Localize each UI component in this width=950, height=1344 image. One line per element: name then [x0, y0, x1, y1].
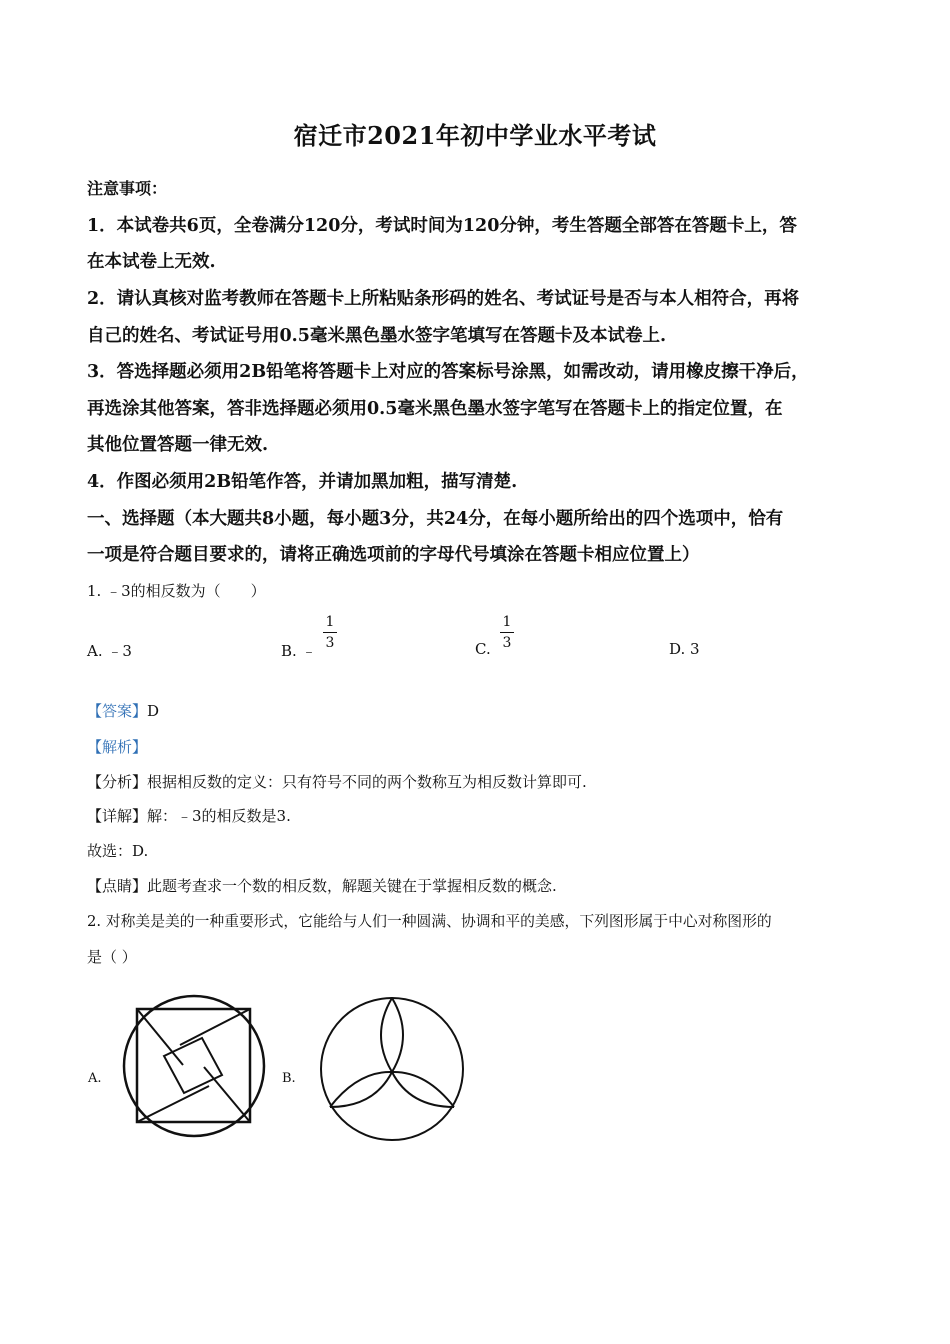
fraction-bar — [500, 632, 514, 633]
xiangjie-text: 解：﹣3的相反数是3. — [147, 807, 291, 825]
dianjing-line — [87, 875, 557, 896]
notice-line: 4．作图必须用2B铅笔作答，并请加黑加粗，描写清楚. — [87, 472, 518, 492]
dianjing-text: 此题考查求一个数的相反数，解题关键在于掌握相反数的概念. — [147, 877, 557, 895]
answer-value: D — [147, 702, 160, 720]
notice-line: 再选涂其他答案，答非选择题必须用0.5毫米黑色墨水签字笔写在答题卡上的指定位置，在 — [87, 399, 783, 419]
notice-line: 1．本试卷共6页，全卷满分120分，考试时间为120分钟，考生答题全部答在答题卡上，答 — [87, 216, 797, 236]
xiangjie-tag: 【详解】 — [87, 807, 148, 825]
q1-option-c-fraction — [500, 614, 514, 651]
q2-figure-a — [115, 993, 273, 1139]
notice-heading: 注意事项： — [87, 179, 168, 198]
question-2-stem: 2. 对称美是美的一种重要形式，它能给与人们一种圆满、协调和平的美感，下列图形属于中心对称图形的 — [87, 913, 772, 930]
fraction-bar — [323, 632, 337, 633]
fenxi-tag: 【分析】 — [87, 773, 148, 791]
section-heading: 一、选择题（本大题共8小题，每小题3分，共24分，在每小题所给出的四个选项中，恰有 — [87, 509, 784, 529]
answer-line — [87, 700, 159, 721]
xiangjie-line — [87, 805, 291, 826]
fenxi-text: 根据相反数的定义：只有符号不同的两个数称互为相反数计算即可. — [147, 773, 587, 791]
answer-tag: 【答案】 — [87, 702, 148, 720]
choose-line: 故选：D. — [87, 842, 149, 860]
section-heading: 一项是符合题目要求的，请将正确选项前的字母代号填涂在答题卡相应位置上） — [87, 545, 700, 565]
q2-figure-b — [318, 995, 466, 1143]
q1-option-d: D. 3 — [669, 640, 700, 658]
notice-line: 在本试卷上无效. — [87, 252, 216, 272]
q1-option-b-prefix: B. ﹣ — [281, 642, 317, 660]
notice-line: 自己的姓名、考试证号用0.5毫米黑色墨水签字笔填写在答题卡及本试卷上. — [87, 326, 667, 346]
notice-line: 2．请认真核对监考教师在答题卡上所粘贴条形码的姓名、考试证号是否与本人相符合，再将 — [87, 289, 800, 309]
question-2-stem-end: 是（ ） — [87, 948, 137, 966]
q1-option-b-fraction — [323, 614, 337, 651]
q2-figure-b-label: B. — [282, 1071, 296, 1086]
dianjing-tag: 【点睛】 — [87, 877, 148, 895]
q1-option-a: A. ﹣3 — [87, 642, 132, 660]
question-1-stem: 1. ﹣3的相反数为（ ） — [87, 582, 266, 600]
page-title: 宿迁市2021年初中学业水平考试 — [293, 121, 657, 150]
fraction-numerator: 1 — [502, 614, 512, 630]
notice-line: 3．答选择题必须用2B铅笔将答题卡上对应的答案标号涂黑，如需改动，请用橡皮擦干净后， — [87, 362, 809, 382]
fraction-denominator: 3 — [325, 635, 335, 651]
fraction-numerator: 1 — [325, 614, 335, 630]
analysis-tag: 【解析】 — [87, 738, 148, 756]
fenxi-line — [87, 771, 587, 792]
q1-option-c-prefix: C. — [475, 640, 491, 658]
q2-figure-a-label: A. — [88, 1071, 102, 1086]
fraction-denominator: 3 — [502, 635, 512, 651]
notice-line: 其他位置答题一律无效. — [87, 435, 269, 455]
